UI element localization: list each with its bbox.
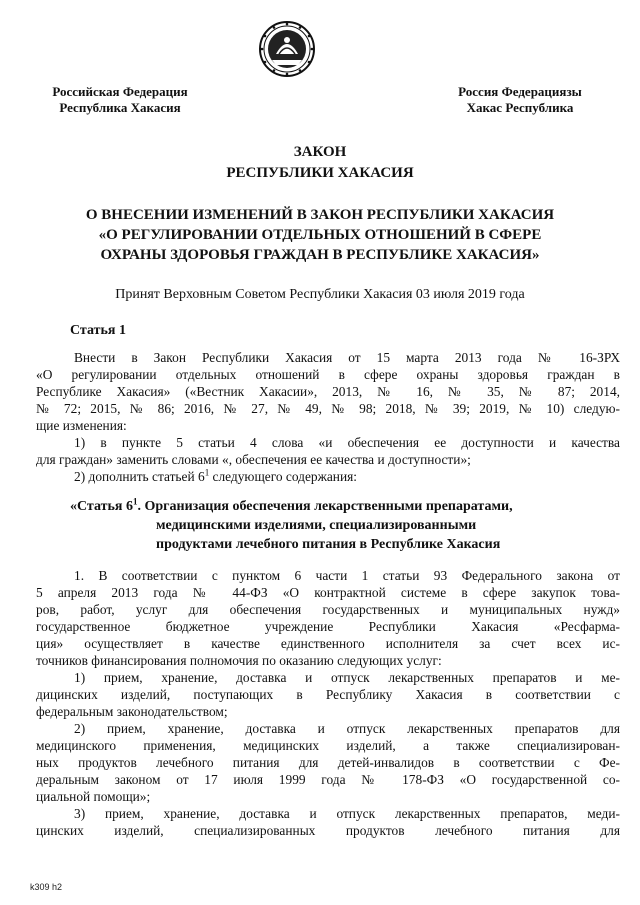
subject-line: О ВНЕСЕНИИ ИЗМЕНЕНИЙ В ЗАКОН РЕСПУБЛИКИ ХАКАСИЯ [85,207,555,223]
subject-line: «О РЕГУЛИРОВАНИИ ОТДЕЛЬНЫХ ОТНОШЕНИЙ В СФЕРЕ [98,227,542,243]
document-type [0,142,640,184]
text-line: Республике Хакасия» («Вестник Хакасии», 2013, № 16, № 35, № 87; 2014, [36,384,620,399]
header-left-line: Республика Хакасия [59,100,181,115]
article-superscript: 1 [204,467,210,478]
text-line: деральным законом от 17 июля 1999 года № 178-ФЗ «О государственной со- [36,772,620,787]
text-line: федеральным законодательством; [36,704,228,719]
header-right-line: Хакас Республика [466,100,574,115]
text-line: для граждан» заменить словами «, обеспечения ее качества и доступности»; [36,452,471,467]
text-line: Внести в Закон Республики Хакасия от 15 марта 2013 года № 16-ЗРХ [74,350,620,365]
header-left [20,84,220,116]
text-line: № 72; 2015, № 86; 2016, № 27, № 49, № 98; 2018, № 39; 2019, № 10) следую- [36,401,620,416]
text-line: щие изменения: [36,418,127,433]
article-superscript: 1 [132,496,138,507]
item-2-text: 2) дополнить статьей $6^1$ следующего содержания: [74,467,358,484]
article-6-1-title: . Организация обеспечения лекарственными препаратами, [137,499,513,514]
text-line: ров, работ, услуг для обеспечения государственных и муниципальных нужд» [36,602,620,617]
paragraph-1 [36,349,620,485]
article-6-1-title-line [70,497,513,516]
article-6-1-title-line: продуктами лечебного питания в Республике Хакасия [156,537,501,552]
text-line: дицинских изделий, поступающих в Республику Хакасия в соответствии с [36,687,620,702]
text-line: 1) прием, хранение, доставка и отпуск лекарственных препаратов и ме- [74,670,620,685]
text-line: 1) в пункте 5 статьи 4 слова «и обеспечения ее доступности и качества [74,435,620,450]
text-line: медицинского применения, медицинских изделий, а также специализирован- [36,738,620,753]
text-line [36,468,620,485]
text-line: государственное бюджетное учреждение Республики Хакасия «Ресфарма- [36,619,620,634]
paragraph-2 [36,567,620,839]
adoption-note: Принят Верховным Советом Республики Хакасия 03 июля 2019 года [115,287,525,302]
text-line: 1. В соответствии с пунктом 6 части 1 статьи 93 Федерального закона от [74,568,620,583]
coat-of-arms-emblem [258,20,316,78]
document-subject [40,205,600,265]
footer-code: k309 h2 [30,882,63,892]
header-right [420,84,620,116]
article-6-1-heading [70,497,513,554]
article-6-1-title-line: медицинскими изделиями, специализированными [156,518,477,533]
header-right-line: Россия Федерациязы [458,84,582,99]
document-type-line: РЕСПУБЛИКИ ХАКАСИЯ [226,165,414,181]
article-1-heading: Статья 1 [70,323,126,338]
text-line: 5 апреля 2013 года № 44-ФЗ «О контрактной системе в сфере закупок това- [36,585,620,600]
text-line: циальной помощи»; [36,789,151,804]
text-line: ных продуктов лечебного питания для детей-инвалидов в соответствии с Фе- [36,755,620,770]
text-line: ция» осуществляет в качестве единственного исполнителя за счет всех ис- [36,636,620,651]
article-6-1-prefix: «Статья 6 [70,499,133,514]
subject-line: ОХРАНЫ ЗДОРОВЬЯ ГРАЖДАН В РЕСПУБЛИКЕ ХАКАСИЯ» [100,247,540,263]
text-line: точников финансирования полномочия по оказанию следующих услуг: [36,653,442,668]
text-line: 2) прием, хранение, доставка и отпуск лекарственных препаратов для [74,721,620,736]
header-left-line: Российская Федерация [52,84,188,99]
text-line: «О регулировании отдельных отношений в сфере охраны здоровья граждан в [36,367,620,382]
text-line: цинских изделий, специализированных продуктов лечебного питания для [36,823,620,838]
document-type-line: ЗАКОН [293,144,347,160]
text-line: 3) прием, хранение, доставка и отпуск лекарственных препаратов, меди- [74,806,620,821]
